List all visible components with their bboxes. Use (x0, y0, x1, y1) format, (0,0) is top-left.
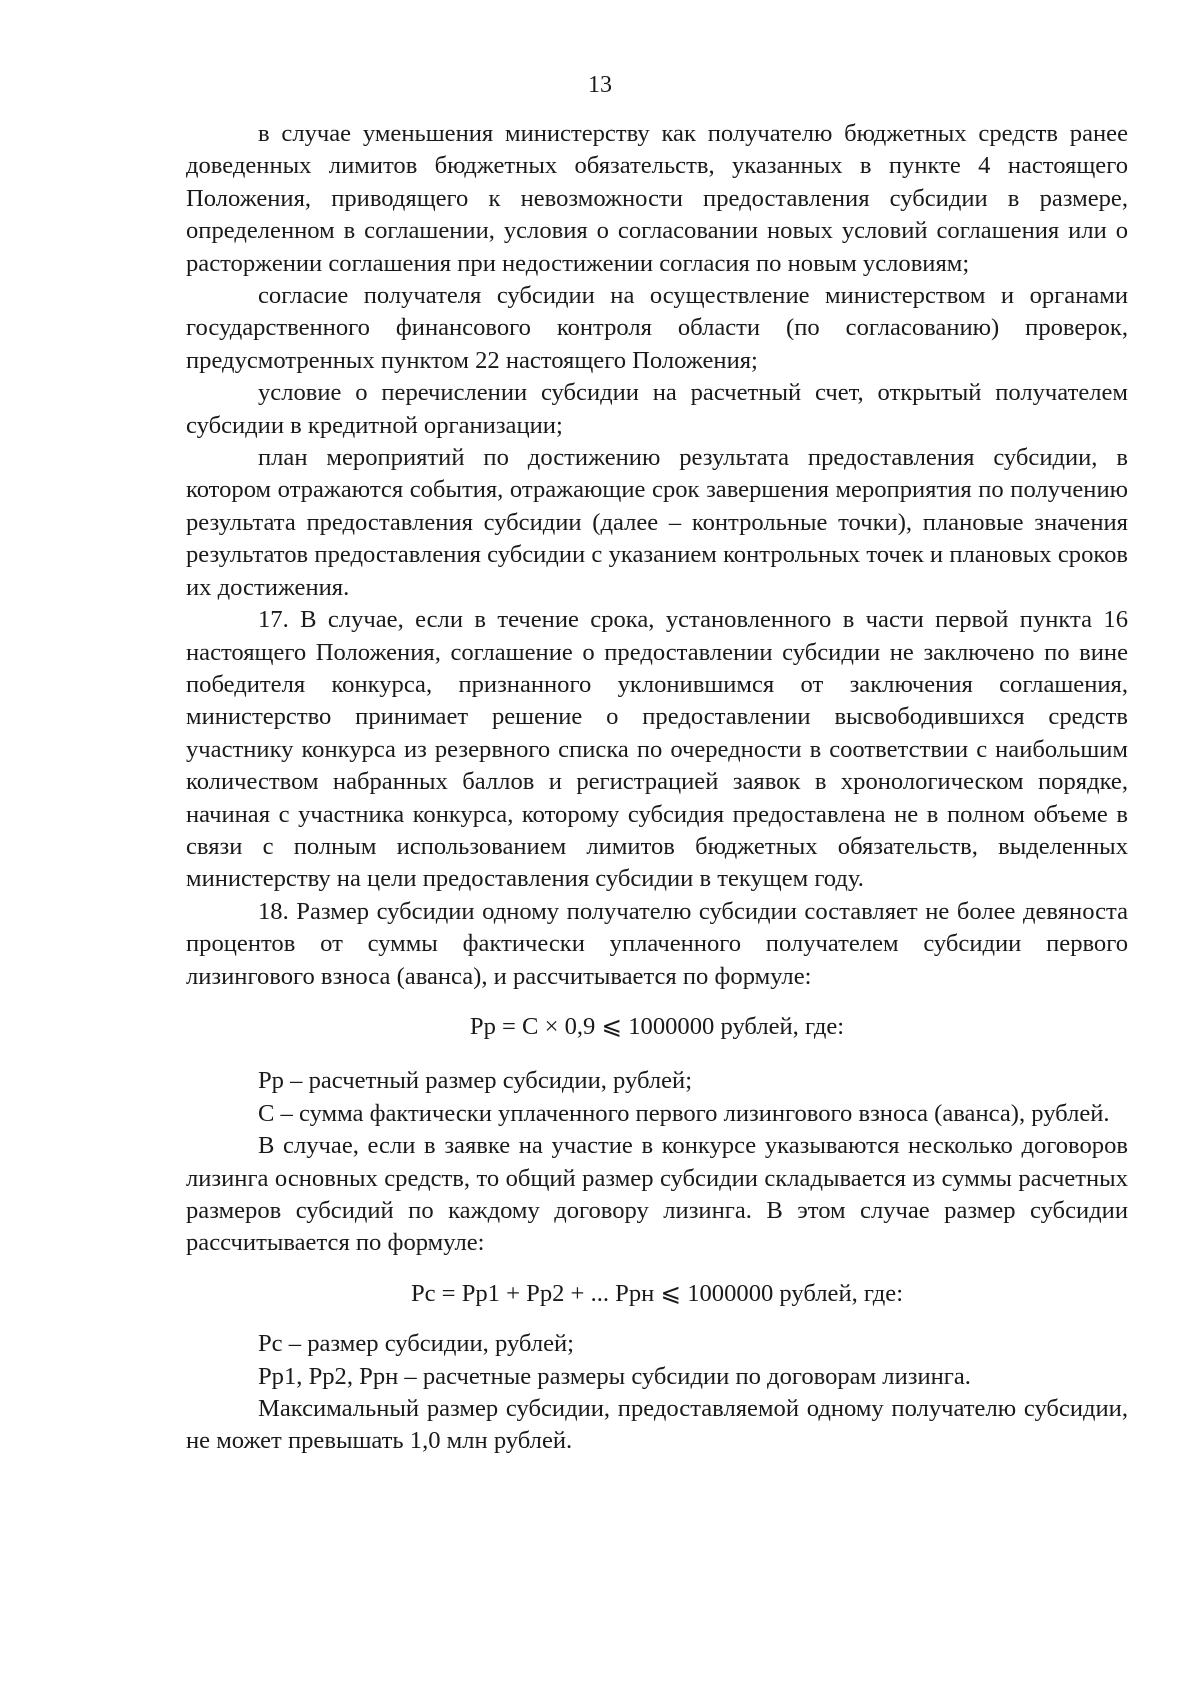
paragraph-action-plan: план мероприятий по достижению результата предоставления субсидии, в котором отражаются события, отражающие срок завершения мероприятия по получению результата предоставления субсидии (далее – контрольные точки), плановые значения результатов предоставления субсидии с указанием контрольных точек и плановых сроков их достижения. (186, 444, 1128, 601)
definition-c: С – сумма фактически уплаченного первого лизингового взноса (аванса), рублей. (258, 1099, 1110, 1127)
paragraph-inspection-consent: согласие получателя субсидии на осуществление министерством и органами государственного финансового контроля области (по согласованию) проверок, предусмотренных пунктом 22 настоящего Положения; (186, 282, 1128, 374)
paragraph-payment-account: условие о перечислении субсидии на расчетный счет, открытый получателем субсидии в кредитной организации; (186, 379, 1128, 439)
paragraph-section-18: 18. Размер субсидии одному получателю субсидии составляет не более девяноста процентов от суммы фактически уплаченного получателем субсидии первого лизингового взноса (аванса), и рассчитывается по формуле: (186, 897, 1128, 990)
paragraph-section-17: 17. В случае, если в течение срока, установленного в части первой пункта 16 настоящего Положения, соглашение о предоставлении субсидии не заключено по вине победителя конкурса, признанного уклонившимся от заключения соглашения, министерство принимает решение о предоставлении высвободившихся средств участнику конкурса из резервного списка по очередности в соответствии с наибольшим количеством набранных баллов и регистрацией заявок в хронологическом порядке, начиная с участника конкурса, которому субсидия предоставлена не в полном объеме в связи с полным использованием лимитов бюджетных обязательств, выделенных министерству на цели предоставления субсидии в текущем году. (186, 606, 1128, 893)
formula-total-subsidy: Рс = Рр1 + Рр2 + ... Ррн ⩽ 1000000 рублей, где: (410, 1279, 904, 1307)
paragraph-multiple-contracts: В случае, если в заявке на участие в конкурсе указываются несколько договоров лизинга основных средств, то общий размер субсидии складывается из суммы расчетных размеров субсидий по каждому договору лизинга. В этом случае размер субсидии рассчитывается по формуле: (186, 1132, 1128, 1257)
document-body (186, 118, 1128, 1458)
formula-calculated-subsidy: Рр = С × 0,9 ⩽ 1000000 рублей, где: (469, 1012, 845, 1040)
paragraph-budget-limits: в случае уменьшения министерству как получателю бюджетных средств ранее доведенных лимитов бюджетных обязательств, указанных в пункте 4 настоящего Положения, приводящего к невозможности предоставления субсидии в размере, определенном в соглашении, условия о согласовании новых условий соглашения или о расторжении соглашения при недостижении согласия по новым условиям; (186, 120, 1128, 277)
definition-rs: Рс – размер субсидии, рублей; (258, 1330, 575, 1358)
paragraph-maximum-subsidy: Максимальный размер субсидии, предоставляемой одному получателю субсидии, не может превышать 1,0 млн рублей. (186, 1395, 1128, 1455)
page-number: 13 (588, 72, 612, 98)
definition-rr: Рр – расчетный размер субсидии, рублей; (258, 1067, 693, 1095)
definition-rr-list: Рр1, Рр2, Ррн – расчетные размеры субсидии по договорам лизинга. (258, 1362, 971, 1390)
